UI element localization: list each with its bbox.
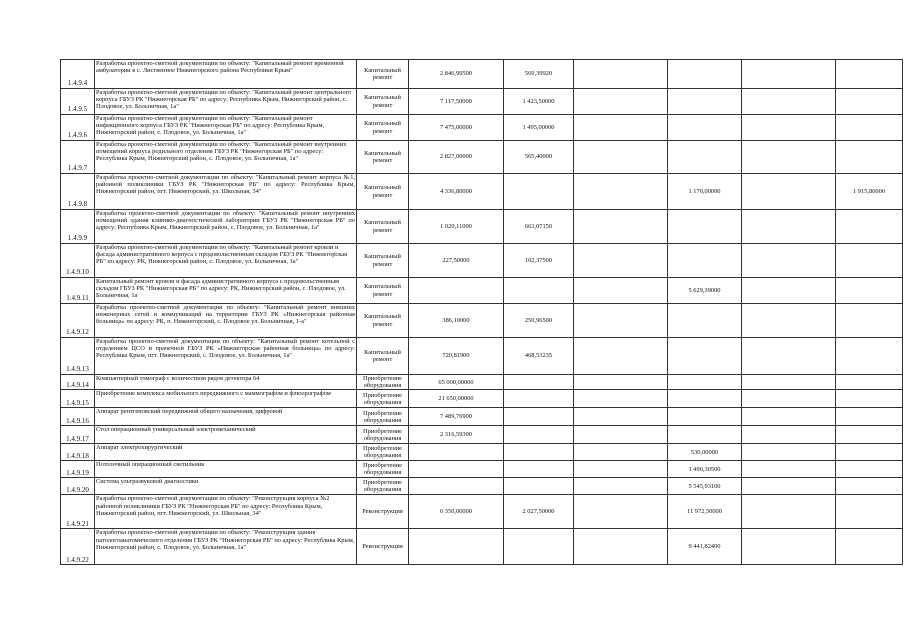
amount-c1: 2 316,59300 (409, 426, 504, 444)
amount-c6 (836, 390, 903, 408)
amount-c5 (742, 115, 836, 141)
object-description: Разработка проектно-сметной документации по объекту: "Капитальный ремонт внутренних помещений здания клинико-диагностической лаборатории ГБУЗ РК "Нижнегорская РБ" по адресу: Республика Крым, Нижнегорский район, с. Плодовое, ул. Больничная, 1а" (95, 210, 357, 244)
table-row (61, 375, 903, 390)
amount-c3 (574, 115, 668, 141)
row-number: 1.4.9.13 (61, 338, 95, 375)
table-row (61, 244, 903, 278)
work-type: Приобретение оборудования (357, 461, 409, 478)
amount-c5 (742, 478, 836, 495)
amount-c4: 5 545,93100 (668, 478, 742, 495)
amount-c5 (742, 89, 836, 115)
amount-c3 (574, 408, 668, 426)
work-type: Реконструкция (357, 495, 409, 529)
amount-c6 (836, 210, 903, 244)
amount-c1: 6 350,00000 (409, 495, 504, 529)
work-type: Реконструкция (357, 529, 409, 565)
amount-c4 (668, 210, 742, 244)
amount-c4 (668, 115, 742, 141)
row-number: 1.4.9.6 (61, 115, 95, 141)
object-description: Система ультразвуковой диагностики (95, 478, 357, 495)
amount-c5 (742, 60, 836, 89)
amount-c3 (574, 375, 668, 390)
row-number: 1.4.9.19 (61, 461, 95, 478)
amount-c5 (742, 444, 836, 461)
amount-c1: 720,81900 (409, 338, 504, 375)
table-row (61, 426, 903, 444)
amount-c4: 11 972,50000 (668, 495, 742, 529)
row-number: 1.4.9.11 (61, 278, 95, 304)
work-type: Капитальный ремонт (357, 244, 409, 278)
amount-c1 (409, 461, 504, 478)
amount-c3 (574, 244, 668, 278)
amount-c1: 7 489,76900 (409, 408, 504, 426)
amount-c6 (836, 304, 903, 338)
object-description: Аппарат электрохирургический (95, 444, 357, 461)
amount-c2: 2 027,50000 (504, 495, 574, 529)
amount-c4 (668, 375, 742, 390)
work-type: Капитальный ремонт (357, 338, 409, 375)
work-type: Капитальный ремонт (357, 174, 409, 210)
amount-c3 (574, 461, 668, 478)
row-number: 1.4.9.14 (61, 375, 95, 390)
work-type: Капитальный ремонт (357, 141, 409, 174)
amount-c5 (742, 278, 836, 304)
amount-c3 (574, 141, 668, 174)
amount-c6 (836, 461, 903, 478)
amount-c3 (574, 390, 668, 408)
amount-c1 (409, 278, 504, 304)
row-number: 1.4.9.16 (61, 408, 95, 426)
row-number: 1.4.9.5 (61, 89, 95, 115)
object-description: Разработка проектно-сметной документации по объекту: "Капитальный ремонт временной амбулатории в с. Лиственное Нижнегорского района Республики Крым" (95, 60, 357, 89)
amount-c5 (742, 210, 836, 244)
object-description: Разработка проектно-сметной документации по объекту: "Капитальный ремонт кровли и фасада административного корпуса с продовольственным складом ГБУЗ РК "Нижнегорская РБ" по адресу: РК, Нижнегорский район, с. Плодовое, ул. Больничная, 1а" (95, 244, 357, 278)
row-number: 1.4.9.9 (61, 210, 95, 244)
amount-c1 (409, 444, 504, 461)
object-description: Разработка проектно-сметной документации по объекту: "Капитальный ремонт инфекционного корпуса ГБУЗ РК "Нижнегорская РБ" по адресу: Республика Крым, Нижнегорский район, с. Плодовое, ул. Больничная, 1а" (95, 115, 357, 141)
amount-c6 (836, 426, 903, 444)
amount-c2: 663,07150 (504, 210, 574, 244)
row-number: 1.4.9.4 (61, 60, 95, 89)
work-type: Капитальный ремонт (357, 115, 409, 141)
table-row (61, 89, 903, 115)
object-description: Компьютерный томограф с количеством рядов детектора 64 (95, 375, 357, 390)
amount-c4 (668, 408, 742, 426)
amount-c3 (574, 174, 668, 210)
amount-c1 (409, 478, 504, 495)
amount-c3 (574, 278, 668, 304)
amount-c2: 565,40000 (504, 141, 574, 174)
amount-c4 (668, 338, 742, 375)
amount-c2: 102,37500 (504, 244, 574, 278)
amount-c6 (836, 115, 903, 141)
amount-c4: 1 170,00000 (668, 174, 742, 210)
amount-c2: 250,96500 (504, 304, 574, 338)
amount-c1 (409, 529, 504, 565)
work-type: Капитальный ремонт (357, 89, 409, 115)
object-description: Потолочный операционный светильник (95, 461, 357, 478)
amount-c1: 2 846,99500 (409, 60, 504, 89)
work-type: Приобретение оборудования (357, 375, 409, 390)
amount-c1: 386,10000 (409, 304, 504, 338)
amount-c2 (504, 375, 574, 390)
amount-c5 (742, 529, 836, 565)
amount-c5 (742, 426, 836, 444)
amount-c4 (668, 390, 742, 408)
table-body (61, 60, 903, 565)
amount-c3 (574, 304, 668, 338)
amount-c5 (742, 174, 836, 210)
amount-c6 (836, 408, 903, 426)
work-type: Капитальный ремонт (357, 304, 409, 338)
row-number: 1.4.9.15 (61, 390, 95, 408)
amount-c2 (504, 478, 574, 495)
amount-c3 (574, 478, 668, 495)
amount-c1: 4 336,80000 (409, 174, 504, 210)
table-row (61, 141, 903, 174)
row-number: 1.4.9.7 (61, 141, 95, 174)
amount-c4 (668, 89, 742, 115)
amount-c1: 1 020,11000 (409, 210, 504, 244)
amount-c2 (504, 408, 574, 426)
amount-c2 (504, 390, 574, 408)
amount-c6 (836, 244, 903, 278)
amount-c2 (504, 278, 574, 304)
amount-c1: 2 827,00000 (409, 141, 504, 174)
amount-c2: 1 423,50000 (504, 89, 574, 115)
table-row (61, 115, 903, 141)
table-row (61, 304, 903, 338)
row-number: 1.4.9.17 (61, 426, 95, 444)
amount-c2 (504, 174, 574, 210)
table-row (61, 390, 903, 408)
object-description: Разработка проектно-сметной документации по объекту: "Капитальный ремонт внешних инженерных сетей и коммуникаций на территории ГБУЗ РК «Нижнегорская районная больница» по адресу: РК, п. Нижнегорский, с. Плодовое ул. Больничная, 1-а" (95, 304, 357, 338)
table-row (61, 461, 903, 478)
object-description: Разработка проектно-сметной документации по объекту: "Капитальный ремонт корпуса №1, районной поликлиники ГБУЗ РК "Нижнегорская РБ" по адресу: Республика Крым, Нижнегорский район, пгт. Нижнегорский, ул. Школьная, 34" (95, 174, 357, 210)
work-type: Приобретение оборудования (357, 478, 409, 495)
amount-c3 (574, 60, 668, 89)
work-type: Приобретение оборудования (357, 444, 409, 461)
amount-c6 (836, 278, 903, 304)
amount-c4: 5 629,39000 (668, 278, 742, 304)
table-row (61, 444, 903, 461)
amount-c6 (836, 375, 903, 390)
object-description: Разработка проектно-сметной документации по объекту: "Капитальный ремонт котельной с отделением ЦСО и прачечной ГБУЗ РК «Нижнегорская районная больница» по адресу: Республика Крым, пгт. Нижнегорский, с. Плодовое, ул. Больничная, 1а" (95, 338, 357, 375)
amount-c3 (574, 338, 668, 375)
amount-c1: 7 475,00000 (409, 115, 504, 141)
amount-c5 (742, 375, 836, 390)
amount-c4 (668, 426, 742, 444)
table-row (61, 174, 903, 210)
row-number: 1.4.9.12 (61, 304, 95, 338)
amount-c3 (574, 495, 668, 529)
amount-c4 (668, 141, 742, 174)
table-row (61, 60, 903, 89)
amount-c4: 530,00000 (668, 444, 742, 461)
amount-c6 (836, 141, 903, 174)
table-row (61, 529, 903, 565)
work-type: Капитальный ремонт (357, 278, 409, 304)
object-description: Капитальный ремонт кровли и фасада административного корпуса с продовольственным складом ГБУЗ РК "Нижнегорская РБ" по адресу: РК, Нижнегорский район, с. Плодовое, ул. Больничная, 1а (95, 278, 357, 304)
object-description: Разработка проектно-сметной документации по объекту: "Капитальный ремонт центрального корпуса ГБУЗ РК "Нижнегорская РБ" по адресу: Республика Крым, Нижнегорский район, с. Плодовое, ул. Больничная, 1а" (95, 89, 357, 115)
object-description: Разработка проектно-сметной документации по объекту: "Капитальный ремонт внутренних помещений корпуса родильного отделения ГБУЗ РК "Нижнегорская РБ" по адресу: Республика Крым, Нижнегорский район, с. Плодовое, ул. Больничная, 1а" (95, 141, 357, 174)
table-row (61, 338, 903, 375)
object-description: Приобретение комплекса мобильного передвижного с маммографом и флюорографом (95, 390, 357, 408)
amount-c5 (742, 390, 836, 408)
amount-c6 (836, 529, 903, 565)
amount-c6: 1 915,80000 (836, 174, 903, 210)
object-description: Разработка проектно-сметной документации по объекту: "Реконструкция корпуса №2 районной поликлиники ГБУЗ РК "Нижнегорская РБ" по адресу: Республика Крым, Нижнегорский район, пгт. Нижнегорский, ул. Школьная, 34" (95, 495, 357, 529)
object-description: Разработка проектно-сметной документации по объекту: "Реконструкция здания патологоанатомического отделения ГБУЗ РК "Нижнегорская РБ" по адресу: Республика Крым, Нижнегорский район, с. Плодовое, ул. Больничная, 1а" (95, 529, 357, 565)
amount-c5 (742, 495, 836, 529)
budget-table (60, 59, 903, 565)
amount-c6 (836, 338, 903, 375)
amount-c4 (668, 244, 742, 278)
work-type: Приобретение оборудования (357, 426, 409, 444)
amount-c2 (504, 426, 574, 444)
amount-c1: 7 117,50000 (409, 89, 504, 115)
work-type: Приобретение оборудования (357, 408, 409, 426)
amount-c2 (504, 461, 574, 478)
amount-c5 (742, 304, 836, 338)
amount-c1: 65 000,00000 (409, 375, 504, 390)
amount-c5 (742, 408, 836, 426)
amount-c2 (504, 444, 574, 461)
amount-c3 (574, 210, 668, 244)
row-number: 1.4.9.18 (61, 444, 95, 461)
amount-c2: 569,39920 (504, 60, 574, 89)
amount-c6 (836, 444, 903, 461)
row-number: 1.4.9.8 (61, 174, 95, 210)
amount-c6 (836, 478, 903, 495)
object-description: Стол операционный универсальный электромеханический (95, 426, 357, 444)
amount-c5 (742, 338, 836, 375)
work-type: Приобретение оборудования (357, 390, 409, 408)
amount-c1: 227,50000 (409, 244, 504, 278)
amount-c6 (836, 89, 903, 115)
amount-c6 (836, 60, 903, 89)
amount-c1: 21 650,00000 (409, 390, 504, 408)
table-row (61, 478, 903, 495)
table-row (61, 210, 903, 244)
amount-c3 (574, 426, 668, 444)
amount-c2: 468,53235 (504, 338, 574, 375)
row-number: 1.4.9.22 (61, 529, 95, 565)
amount-c3 (574, 89, 668, 115)
object-description: Аппарат рентгеновский передвижной общего назначения, цифровой (95, 408, 357, 426)
amount-c2 (504, 529, 574, 565)
row-number: 1.4.9.10 (61, 244, 95, 278)
amount-c2: 1 495,00000 (504, 115, 574, 141)
table-row (61, 278, 903, 304)
amount-c4 (668, 304, 742, 338)
table-row (61, 495, 903, 529)
amount-c4 (668, 60, 742, 89)
amount-c4: 1 490,30500 (668, 461, 742, 478)
amount-c4: 9 441,82400 (668, 529, 742, 565)
row-number: 1.4.9.20 (61, 478, 95, 495)
row-number: 1.4.9.21 (61, 495, 95, 529)
amount-c3 (574, 444, 668, 461)
amount-c5 (742, 141, 836, 174)
table-row (61, 408, 903, 426)
amount-c6 (836, 495, 903, 529)
amount-c5 (742, 461, 836, 478)
work-type: Капитальный ремонт (357, 210, 409, 244)
amount-c5 (742, 244, 836, 278)
work-type: Капитальный ремонт (357, 60, 409, 89)
amount-c3 (574, 529, 668, 565)
